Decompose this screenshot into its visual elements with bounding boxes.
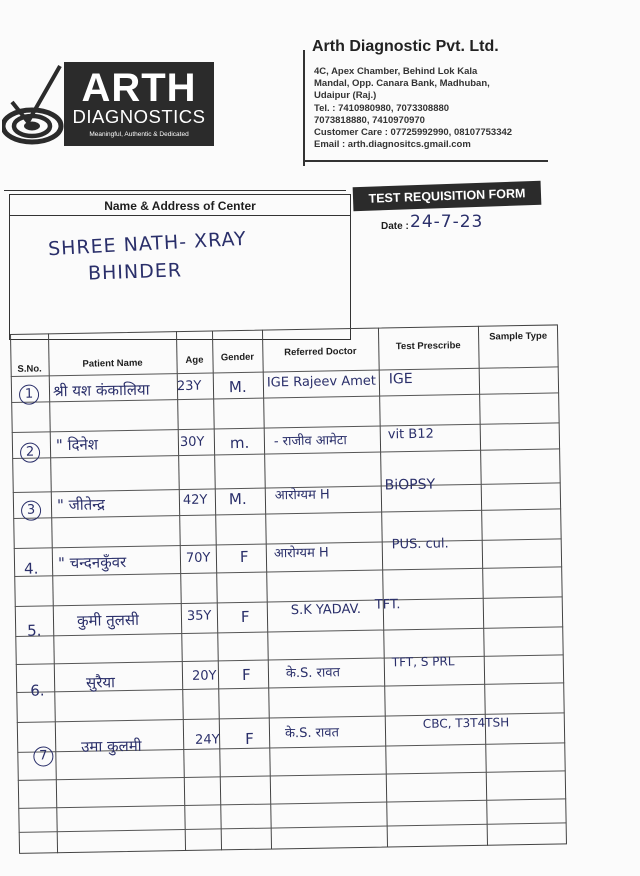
form-title-badge: TEST REQUISITION FORM — [353, 181, 542, 212]
row-age: 24Y — [194, 732, 220, 748]
row-test: vit B12 — [387, 426, 434, 443]
row-patient-name: " दिनेश — [55, 435, 99, 455]
col-header-age: Age — [185, 354, 204, 366]
customer-care-line: Customer Care : 07725992990, 08107753342 — [314, 127, 513, 139]
row-age: 20Y — [191, 668, 217, 684]
center-name-handwritten: SHREE NATH- XRAY — [47, 227, 248, 261]
row-age: 30Y — [179, 434, 205, 451]
address-line: 4C, Apex Chamber, Behind Lok Kala — [314, 66, 478, 77]
row-patient-name: सुरैया — [85, 673, 116, 692]
row-test: PUS. cul. — [391, 536, 449, 553]
company-name: Arth Diagnostic Pvt. Ltd. — [312, 38, 499, 55]
center-address-box — [9, 194, 351, 340]
row-gender: F — [244, 729, 254, 748]
col-header-test-prescribe: Test Prescribe — [395, 340, 461, 353]
row-referred-doctor: - राजीव आमेटा — [273, 433, 347, 450]
row-serial: 6. — [30, 681, 45, 700]
col-header-sample-type: Sample Type — [489, 330, 548, 343]
row-serial: 3 — [21, 499, 41, 520]
row-test: TFT. — [374, 597, 401, 613]
row-patient-name: कुमी तुलसी — [76, 610, 140, 630]
header-divider — [303, 50, 305, 166]
row-age: 70Y — [185, 550, 211, 566]
col-header-gender: Gender — [220, 351, 255, 364]
section-rule — [4, 190, 346, 191]
row-gender: M. — [228, 377, 247, 397]
row-gender: m. — [229, 433, 250, 453]
row-serial: 1 — [19, 384, 39, 405]
col-header-patient-name: Patient Name — [82, 357, 143, 370]
row-test: CBC, T3T4TSH — [422, 715, 510, 731]
row-referred-doctor: के.S. रावत — [284, 725, 340, 742]
row-patient-name: " चन्दनकुँवर — [57, 553, 127, 573]
col-header-sno: S.No. — [17, 363, 42, 375]
phone-line: 7073818880, 7410970970 — [314, 114, 425, 126]
row-referred-doctor: S.K YADAV. — [290, 601, 362, 619]
row-serial: 2 — [20, 441, 40, 462]
logo-arth-text: ARTH — [81, 66, 197, 110]
address-line: Udaipur (Raj.) — [314, 90, 377, 102]
row-referred-doctor: आरोग्यम H — [273, 545, 329, 562]
row-serial: 5. — [27, 621, 42, 640]
center-place-handwritten: BHINDER — [87, 259, 183, 285]
row-test: TFT, S PRL — [391, 654, 455, 670]
row-gender: F — [239, 547, 249, 567]
target-checkmark-icon — [2, 62, 72, 158]
logo-tagline: Meaningful, Authentic & Dedicated — [89, 131, 189, 138]
row-patient-name: श्री यश कंकालिया — [52, 380, 150, 401]
center-heading: Name & Address of Center — [10, 195, 350, 216]
col-header-referred-doctor: Referred Doctor — [284, 345, 357, 359]
row-referred-doctor: IGE Rajeev Amet — [266, 373, 377, 391]
row-patient-name: " जीतेन्द्र — [56, 495, 105, 515]
row-gender: F — [240, 607, 250, 627]
row-serial: 4. — [23, 559, 39, 578]
row-serial: 7 — [33, 745, 53, 766]
row-test: IGE — [388, 370, 413, 388]
date-label: Date : — [381, 221, 409, 232]
row-patient-name: उमा कुलमी — [81, 736, 142, 756]
logo-diagnostics-text: DIAGNOSTICS — [72, 106, 206, 127]
patient-table — [10, 324, 603, 860]
row-age: 35Y — [186, 608, 212, 624]
row-age: 42Y — [182, 492, 208, 509]
address-line: Mandal, Opp. Canara Bank, Madhuban, — [314, 78, 490, 90]
row-gender: M. — [228, 489, 247, 509]
row-referred-doctor: के.S. रावत — [285, 665, 341, 682]
arth-logo — [2, 62, 224, 158]
row-referred-doctor: आरोग्यम H — [274, 487, 330, 504]
header-rule — [305, 160, 548, 162]
phone-line: Tel. : 7410980980, 7073308880 — [314, 102, 450, 114]
date-value-handwritten: 24-7-23 — [410, 212, 484, 232]
email-line: Email : arth.diagnositcs.gmail.com — [314, 139, 471, 151]
row-test: BiOPSY — [384, 476, 436, 494]
company-address — [314, 66, 574, 151]
row-gender: F — [241, 665, 251, 685]
row-age: 23Y — [176, 378, 202, 395]
